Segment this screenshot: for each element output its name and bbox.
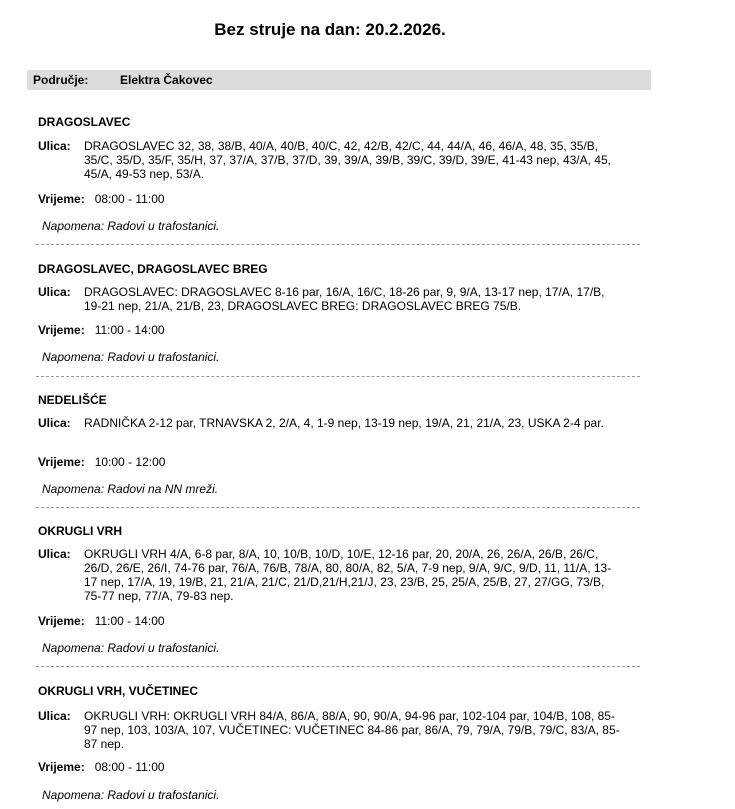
entry-title: NEDELIŠĆE [38, 393, 107, 407]
entry-title: OKRUGLI VRH [38, 524, 122, 538]
streets-label: Ulica: [38, 416, 71, 430]
time-value: 08:00 - 11:00 [94, 760, 165, 774]
divider [36, 376, 640, 377]
entry-title: OKRUGLI VRH, VUČETINEC [38, 684, 199, 698]
streets-label: Ulica: [38, 709, 71, 723]
entry-title: DRAGOSLAVEC, DRAGOSLAVEC BREG [38, 262, 268, 276]
page-title: Bez struje na dan: 20.2.2026. [214, 20, 446, 39]
time-label: Vrijeme: [38, 192, 85, 206]
entry-note: Napomena: Radovi u trafostanici. [42, 641, 220, 655]
streets-label: Ulica: [38, 547, 71, 561]
entry-title: DRAGOSLAVEC [38, 115, 131, 129]
divider [36, 507, 640, 508]
entry-note: Napomena: Radovi u trafostanici. [42, 219, 220, 233]
entry-note: Napomena: Radovi u trafostanici. [42, 350, 220, 364]
streets-label: Ulica: [38, 139, 71, 153]
time-row [38, 455, 165, 469]
time-row [38, 192, 165, 206]
streets-label: Ulica: [38, 285, 71, 299]
divider [36, 244, 640, 245]
time-row [38, 323, 165, 337]
time-value: 10:00 - 12:00 [94, 455, 166, 469]
entry-note: Napomena: Radovi na NN mreži. [42, 482, 219, 496]
time-label: Vrijeme: [38, 614, 85, 628]
streets-value: RADNIČKA 2-12 par, TRNAVSKA 2, 2/A, 4, 1-9 nep, 13-19 nep, 19/A, 21, 21/A, 23, USKA 2-4 par. [84, 416, 604, 430]
area-bar [27, 70, 651, 90]
area-label: Područje: [33, 73, 89, 87]
time-row [38, 760, 165, 774]
time-value: 11:00 - 14:00 [94, 614, 165, 628]
time-label: Vrijeme: [38, 323, 85, 337]
streets-value: OKRUGLI VRH: OKRUGLI VRH 84/A, 86/A, 88/A, 90, 90/A, 94-96 par, 102-104 par, 104/B, 108, 85-97 nep, 103, 103/A, 107, VUČETINEC: VUČETINEC 84-86 par, 86/A, 79, 79/A, 79/B, 79/C, 83/A, 85-87 nep. [84, 709, 620, 751]
time-value: 11:00 - 14:00 [94, 323, 165, 337]
entry-note: Napomena: Radovi u trafostanici. [42, 788, 220, 802]
streets-value: OKRUGLI VRH 4/A, 6-8 par, 8/A, 10, 10/B, 10/D, 10/E, 12-16 par, 20, 20/A, 26, 26/A, 26/B, 26/C, 26/D, 26/E, 26/I, 74-76 par, 76/A, 76/B, 78/A, 80, 80/A, 82, 5/A, 7-9 nep, 9/A, 9/C, 9/D, 11, 11/A, 13-17 nep, 17/A, 19, 19/B, 21, 21/A, 21/C, 21/D,21/H,21/J, 23, 23/B, 25, 25/A, 25/B, 27, 27/GG, 73/B, 75-77 nep, 77/A, 79-83 nep. [84, 547, 612, 603]
time-label: Vrijeme: [38, 760, 85, 774]
divider [36, 666, 640, 667]
time-label: Vrijeme: [38, 455, 85, 469]
time-row [38, 614, 165, 628]
area-value: Elektra Čakovec [120, 73, 213, 87]
streets-value: DRAGOSLAVEC: DRAGOSLAVEC 8-16 par, 16/A, 16/C, 18-26 par, 9, 9/A, 13-17 nep, 17/A, 17/B, 19-21 nep, 21/A, 21/B, 23, DRAGOSLAVEC BREG: DRAGOSLAVEC BREG 75/B. [84, 285, 605, 313]
time-value: 08:00 - 11:00 [94, 192, 165, 206]
streets-value: DRAGOSLAVEC 32, 38, 38/B, 40/A, 40/B, 40/C, 42, 42/B, 42/C, 44, 44/A, 46, 46/A, 48, 35, 35/B, 35/C, 35/D, 35/F, 35/H, 37, 37/A, 37/B, 37/D, 39, 39/A, 39/B, 39/C, 39/D, 39/E, 41-43 nep, 43/A, 45, 45/A, 49-53 nep, 53/A. [84, 139, 611, 181]
